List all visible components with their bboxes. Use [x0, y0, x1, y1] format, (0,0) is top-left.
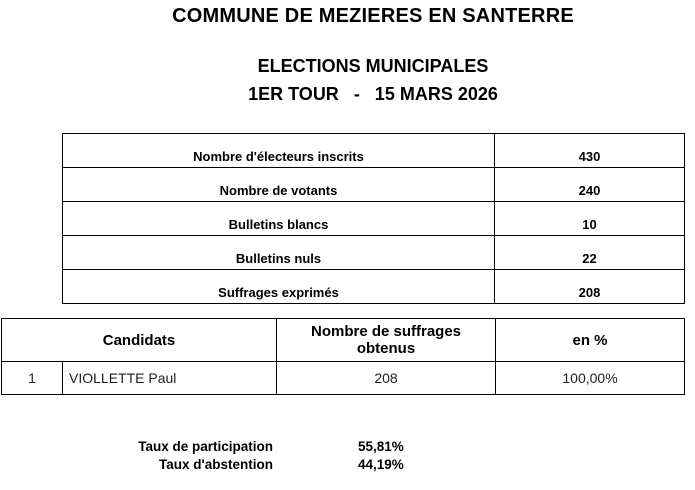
summary-value: 208 — [495, 270, 685, 304]
summary-label: Bulletins blancs — [63, 202, 495, 236]
votes-column-header: Nombre de suffrages obtenus — [277, 319, 496, 362]
summary-label: Nombre de votants — [63, 168, 495, 202]
candidates-column-header: Candidats — [2, 319, 277, 362]
table-row — [63, 270, 685, 304]
round-and-date-subtitle: 1ER TOUR - 15 MARS 2026 — [248, 84, 498, 104]
summary-label: Nombre d'électeurs inscrits — [63, 134, 495, 168]
summary-value: 22 — [495, 236, 685, 270]
candidate-row — [2, 362, 685, 395]
summary-label: Bulletins nuls — [63, 236, 495, 270]
percent-column-header: en % — [496, 319, 685, 362]
participation-rate-label: Taux de participation — [138, 439, 273, 454]
candidate-votes: 208 — [277, 362, 496, 395]
summary-value: 240 — [495, 168, 685, 202]
table-row — [63, 134, 685, 168]
summary-label: Suffrages exprimés — [63, 270, 495, 304]
participation-rate-value: 55,81% — [358, 439, 404, 454]
participation-rate-row — [0, 439, 695, 456]
candidate-percent: 100,00% — [496, 362, 685, 395]
table-row — [63, 236, 685, 270]
candidate-rank: 1 — [2, 362, 63, 395]
vote-summary-table — [62, 133, 685, 304]
abstention-rate-row — [0, 457, 695, 474]
table-row — [63, 168, 685, 202]
table-header-row — [2, 319, 685, 362]
summary-value: 10 — [495, 202, 685, 236]
candidate-name: VIOLLETTE Paul — [63, 362, 277, 395]
table-row — [63, 202, 685, 236]
summary-value: 430 — [495, 134, 685, 168]
abstention-rate-value: 44,19% — [358, 457, 404, 472]
election-type-subtitle: ELECTIONS MUNICIPALES — [257, 56, 489, 76]
candidate-results-table — [1, 318, 685, 395]
commune-title: COMMUNE DE MEZIERES EN SANTERRE — [172, 5, 574, 27]
abstention-rate-label: Taux d'abstention — [159, 457, 273, 472]
